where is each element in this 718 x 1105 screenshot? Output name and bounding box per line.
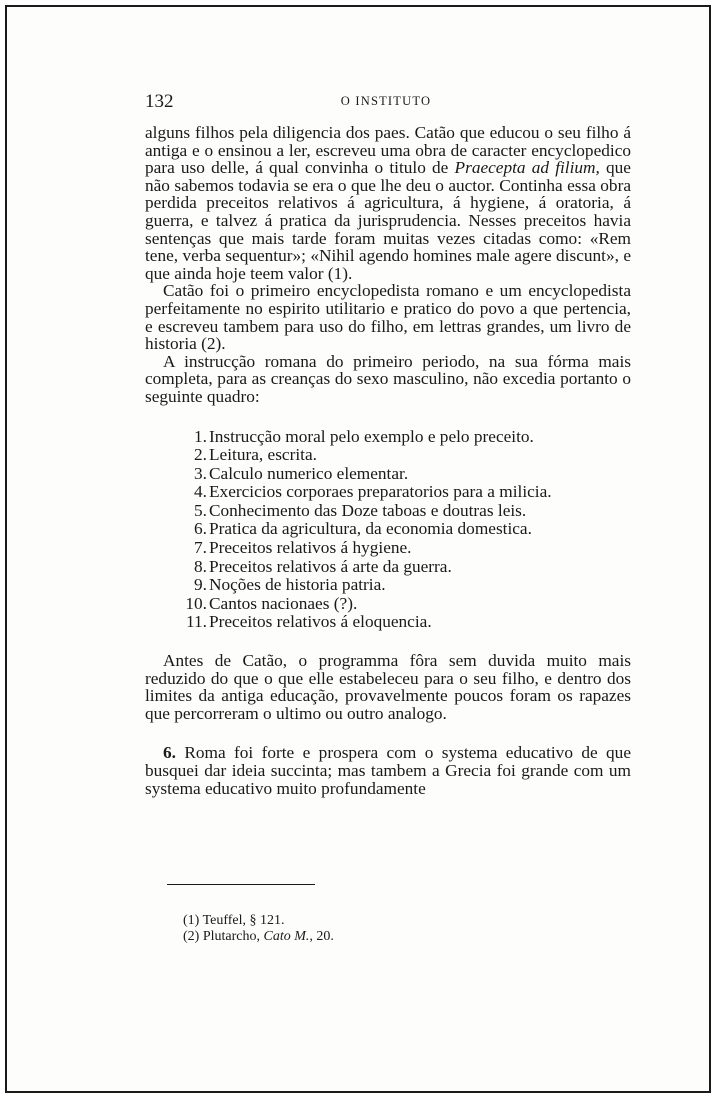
paragraph-4: Antes de Catão, o programma fôra sem duvida muito mais reduzido do que o que elle estabeleceu para o seu filho, e dentro dos limites da antiga educação, provavelmente poucos foram os rapazes que percorreram o ultimo ou outro analogo. [145, 651, 631, 723]
footnote-2 [183, 929, 603, 945]
paragraph-5 [145, 744, 631, 797]
list-item-text: Conhecimento das Doze taboas e doutras leis. [209, 500, 527, 520]
list-item-text: Noções de historia patria. [209, 575, 386, 595]
footnote-2-title: Cato M. [263, 929, 310, 944]
list-item [145, 502, 631, 521]
list-item [145, 465, 631, 484]
list-item-text: Calculo numerico elementar. [209, 463, 409, 483]
footnote-2-rest: , 20. [309, 929, 334, 944]
paragraph-1-text-a: alguns filhos pela diligencia dos paes. Catão que educou o seu filho á antiga e o ensinou a ler, escreveu uma obra de caracter encyclopedico para uso delle, á qual convinha o titulo de [145, 123, 631, 178]
list-item-number: 1. [194, 426, 207, 446]
section-number: 6. [163, 743, 176, 763]
list-item-number: 2. [194, 445, 207, 465]
list-item [145, 446, 631, 465]
page-number: 132 [145, 91, 174, 112]
list-item-number: 4. [194, 482, 207, 502]
list-item-text: Exercicios corporaes preparatorios para a milicia. [209, 482, 552, 502]
work-title: Praecepta ad filium, [454, 158, 600, 178]
footnotes [183, 913, 603, 945]
footnote-rule [167, 884, 315, 885]
list-item [145, 613, 631, 632]
list-item [145, 520, 631, 539]
footnote-1-mark: (1) [183, 913, 200, 928]
list-item-text: Pratica da agricultura, da economia domestica. [209, 519, 532, 539]
paragraph-3: A instrucção romana do primeiro periodo, na sua fórma mais completa, para as creanças do sexo masculino, não excedia portanto o seguinte quadro: [145, 351, 631, 406]
paragraph-1 [145, 124, 631, 282]
body-text [145, 124, 631, 797]
list-item [145, 539, 631, 558]
list-item-number: 5. [194, 500, 207, 520]
curriculum-list [145, 428, 631, 633]
list-item-number: 3. [194, 463, 207, 483]
list-item [145, 576, 631, 595]
footnote-2-text: Plutarcho, [199, 929, 264, 944]
paragraph-2: Catão foi o primeiro encyclopedista romano e um encyclopedista perfeitamente no espirito utilitario e pratico do povo a que pertencia, e escreveu tambem para uso do filho, em lettras grandes, um livro de historia (2). [145, 281, 631, 354]
list-item-text: Preceitos relativos á arte da guerra. [209, 556, 452, 576]
list-item [145, 558, 631, 577]
list-item-text: Instrucção moral pelo exemplo e pelo preceito. [209, 426, 534, 446]
list-item-text: Leitura, escrita. [209, 445, 317, 465]
list-item [145, 428, 631, 447]
list-item [145, 595, 631, 614]
list-item-text: Preceitos relativos á hygiene. [209, 538, 412, 558]
list-item [145, 483, 631, 502]
paragraph-1-text-b: que não sabemos todavia se era o que lhe deu o auctor. Continha essa obra perdida preceitos relativos á agricultura, á hygiene, á oratoria, á guerra, e talvez á pratica da jurisprudencia. Nesses preceitos havia sentenças que mais tarde foram muitas vezes citadas como: «Rem tene, verba sequentur»; «Nihil agendo homines male agere discunt», e que ainda hoje teem valor (1). [145, 158, 631, 283]
list-item-number: 10. [185, 593, 207, 613]
running-title: O INSTITUTO [340, 94, 432, 108]
list-item-text: Cantos nacionaes (?). [209, 593, 358, 613]
list-item-number: 9. [194, 575, 207, 595]
list-item-text: Preceitos relativos á eloquencia. [209, 612, 432, 632]
list-item-number: 8. [194, 556, 207, 576]
list-item-number: 6. [194, 519, 207, 539]
book-page [5, 5, 711, 1093]
list-item-number: 11. [186, 612, 207, 632]
footnote-2-mark: (2) [183, 929, 200, 944]
list-item-number: 7. [194, 538, 207, 558]
footnote-1 [183, 913, 603, 929]
footnote-1-text: Teuffel, § 121. [199, 913, 285, 928]
page-header [141, 91, 631, 113]
paragraph-5-text: Roma foi forte e prospera com o systema educativo de que busquei dar ideia succinta; mas tambem a Grecia foi grande com um systema educativo muito profundamente [145, 743, 631, 798]
